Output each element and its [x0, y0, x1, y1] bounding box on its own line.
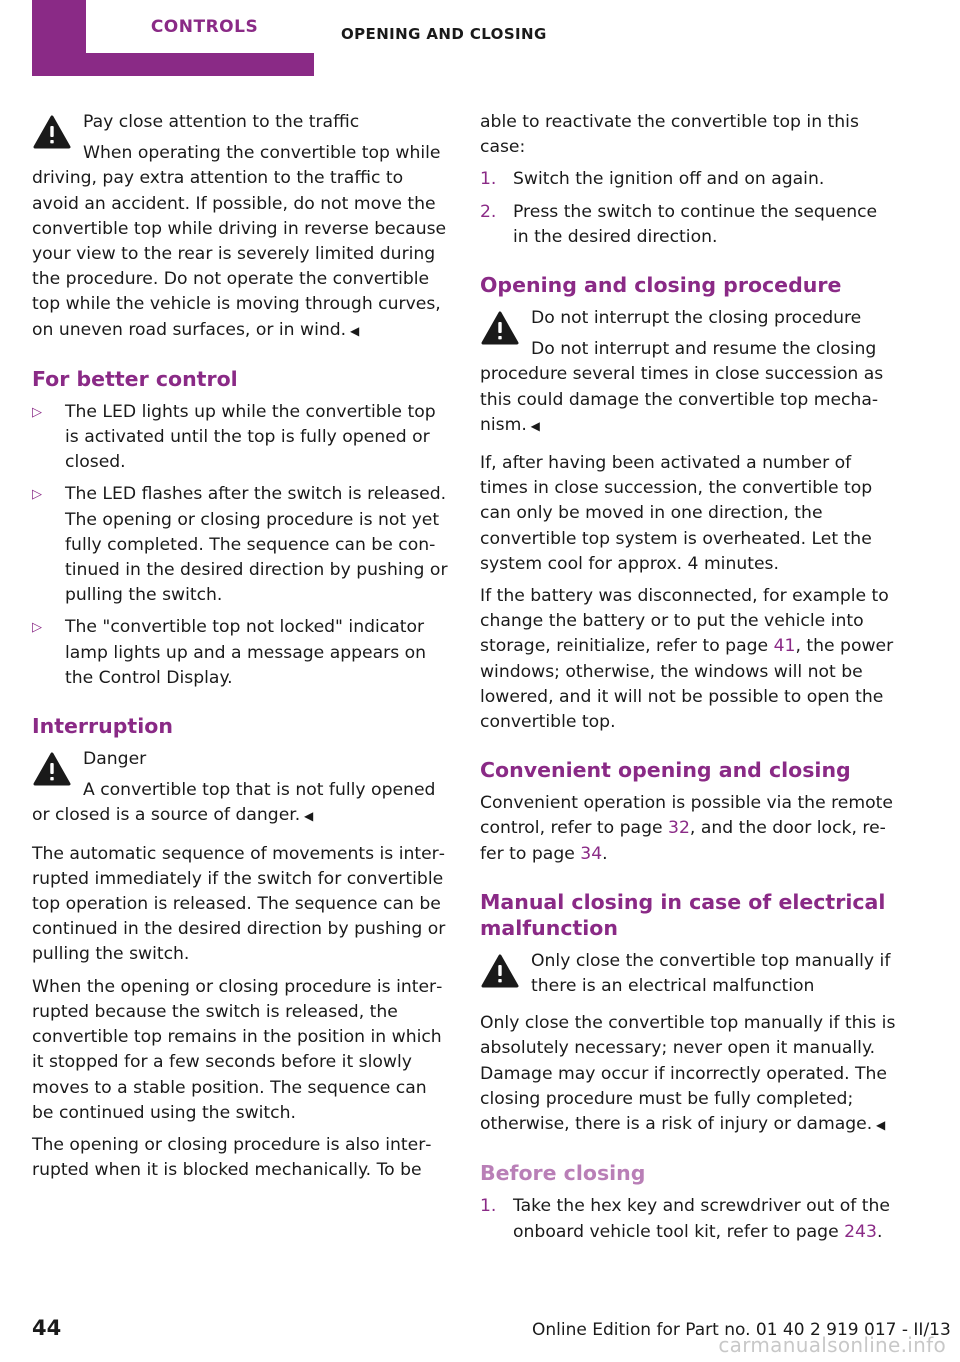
warning-title: Pay close attention to the traffic [83, 112, 360, 132]
heading-before-closing: Before closing [480, 1161, 646, 1186]
bullet-triangle-icon: ▷ [32, 487, 42, 503]
paragraph: If the battery was disconnected, for example to change the battery or to put the vehicle into storage, reinitialize, refer to page 41, the power windows; otherwise, the windows will not be lowered, and it will not be possible to open the convertible top. [480, 586, 894, 733]
right-column [480, 110, 896, 1252]
left-column [32, 110, 448, 1190]
list-item: 2. Press the switch to continue the sequence in the desired direction. [480, 201, 878, 247]
page-link[interactable]: 41 [773, 636, 796, 657]
list-item: 1. Switch the ignition off and on again. [480, 167, 896, 192]
heading-procedure: Opening and closing procedure [480, 273, 842, 298]
paragraph: If, after having been activated a number of times in close succession, the convertible top can only be moved in one direction, the convertible top system is overheated. Let the system cool for approx. 4 minutes. [480, 453, 873, 574]
warning-danger [32, 747, 448, 830]
warning-body: When operating the convertible top while driving, pay extra attention to the traffic to avoid an accident. If possible, do not move the convertible top while driving in reverse because your view to the rear is severely limited during the procedure. Do not operate the convertible top while the vehicle is moving through curves, on uneven road surfaces, or in wind. ◀ [32, 143, 447, 340]
list-item: ▷ The "convertible top not locked" indicator lamp lights up and a message appears on the Control Display. [32, 617, 427, 688]
end-mark-icon: ◀ [349, 323, 360, 338]
paragraph: able to reactivate the convertible top in this case: [480, 112, 859, 158]
paragraph: The automatic sequence of movements is inter‐ rupted immediately if the switch for convertible top operation is released. The sequence can be continued in the desired direction by pushing or pulling the switch. [32, 843, 446, 965]
step-number: 1. [480, 169, 497, 190]
edition-note: Online Edition for Part no. 01 40 2 919 017 - II/13 [532, 1320, 951, 1340]
section-title: OPENING AND CLOSING [341, 25, 547, 43]
chapter-tab-label[interactable]: CONTROLS [86, 0, 323, 53]
warning-interrupt [480, 306, 896, 439]
heading-convenient: Convenient opening and closing [480, 758, 851, 783]
list-item: ▷ The LED lights up while the convertible top is activated until the top is fully opened or closed. [32, 401, 436, 473]
page-link[interactable]: 34 [580, 843, 603, 864]
paragraph: Only close the convertible top manually if this is absolutely necessary; never open it manually. Damage may occur if incorrectly operated. The closing procedure must be fully completed; otherwise, there is a risk of injury or damage. ◀ [480, 1013, 896, 1135]
bullet-list [32, 400, 448, 691]
end-mark-icon: ◀ [876, 1118, 886, 1133]
step-number: 2. [480, 201, 497, 222]
warning-icon [480, 953, 520, 989]
list-item: 1. Take the hex key and screwdriver out of the onboard vehicle tool kit, refer to page 243. [480, 1196, 890, 1242]
warning-title: Only close the convertible top manually if there is an electrical malfunction [531, 950, 891, 997]
numbered-list [480, 1194, 896, 1244]
heading-interruption: Interruption [32, 714, 173, 739]
warning-icon [32, 751, 72, 787]
warning-body: Do not interrupt and resume the closing procedure several times in close succession as this could damage the convertible top mecha‐ nism. ◀ [480, 339, 884, 435]
watermark: carmanualsonline.info [718, 1333, 946, 1357]
step-number: 1. [480, 1196, 497, 1217]
heading-manual-closing: Manual closing in case of electrical malfunction [480, 889, 886, 940]
end-mark-icon: ◀ [530, 418, 540, 433]
bullet-triangle-icon: ▷ [32, 404, 42, 420]
warning-title: Do not interrupt the closing procedure [531, 308, 862, 329]
page-number: 44 [32, 1316, 62, 1340]
paragraph: The opening or closing procedure is also inter‐ rupted when it is blocked mechanically. To be [32, 1134, 432, 1181]
warning-icon [32, 114, 72, 150]
end-mark-icon: ◀ [304, 809, 314, 824]
page-link[interactable]: 243 [844, 1221, 877, 1242]
heading-better-control: For better control [32, 366, 238, 391]
warning-title: Danger [83, 749, 147, 770]
chapter-tab[interactable] [32, 0, 314, 76]
list-item: ▷ The LED flashes after the switch is released. The opening or closing procedure is not yet fully completed. The sequence can be con‐ tinued in the desired direction by pushing or pulling the switch. [32, 484, 448, 606]
bullet-triangle-icon: ▷ [32, 620, 42, 636]
paragraph: Convenient operation is possible via the remote control, refer to page 32, and the door lock, re‐ fer to page 34. [480, 793, 893, 864]
warning-body: A convertible top that is not fully opened or closed is a source of danger. ◀ [32, 780, 436, 826]
numbered-list [480, 167, 896, 250]
page-link[interactable]: 32 [668, 818, 690, 839]
warning-manual [480, 949, 896, 999]
paragraph: When the opening or closing procedure is inter‐ rupted because the switch is released, the convertible top remains in the position in which it stopped for a few seconds before it slowly moves to a stable position. The sequence can be continued using the switch. [32, 976, 443, 1123]
warning-icon [480, 310, 520, 346]
warning-traffic [32, 110, 448, 344]
